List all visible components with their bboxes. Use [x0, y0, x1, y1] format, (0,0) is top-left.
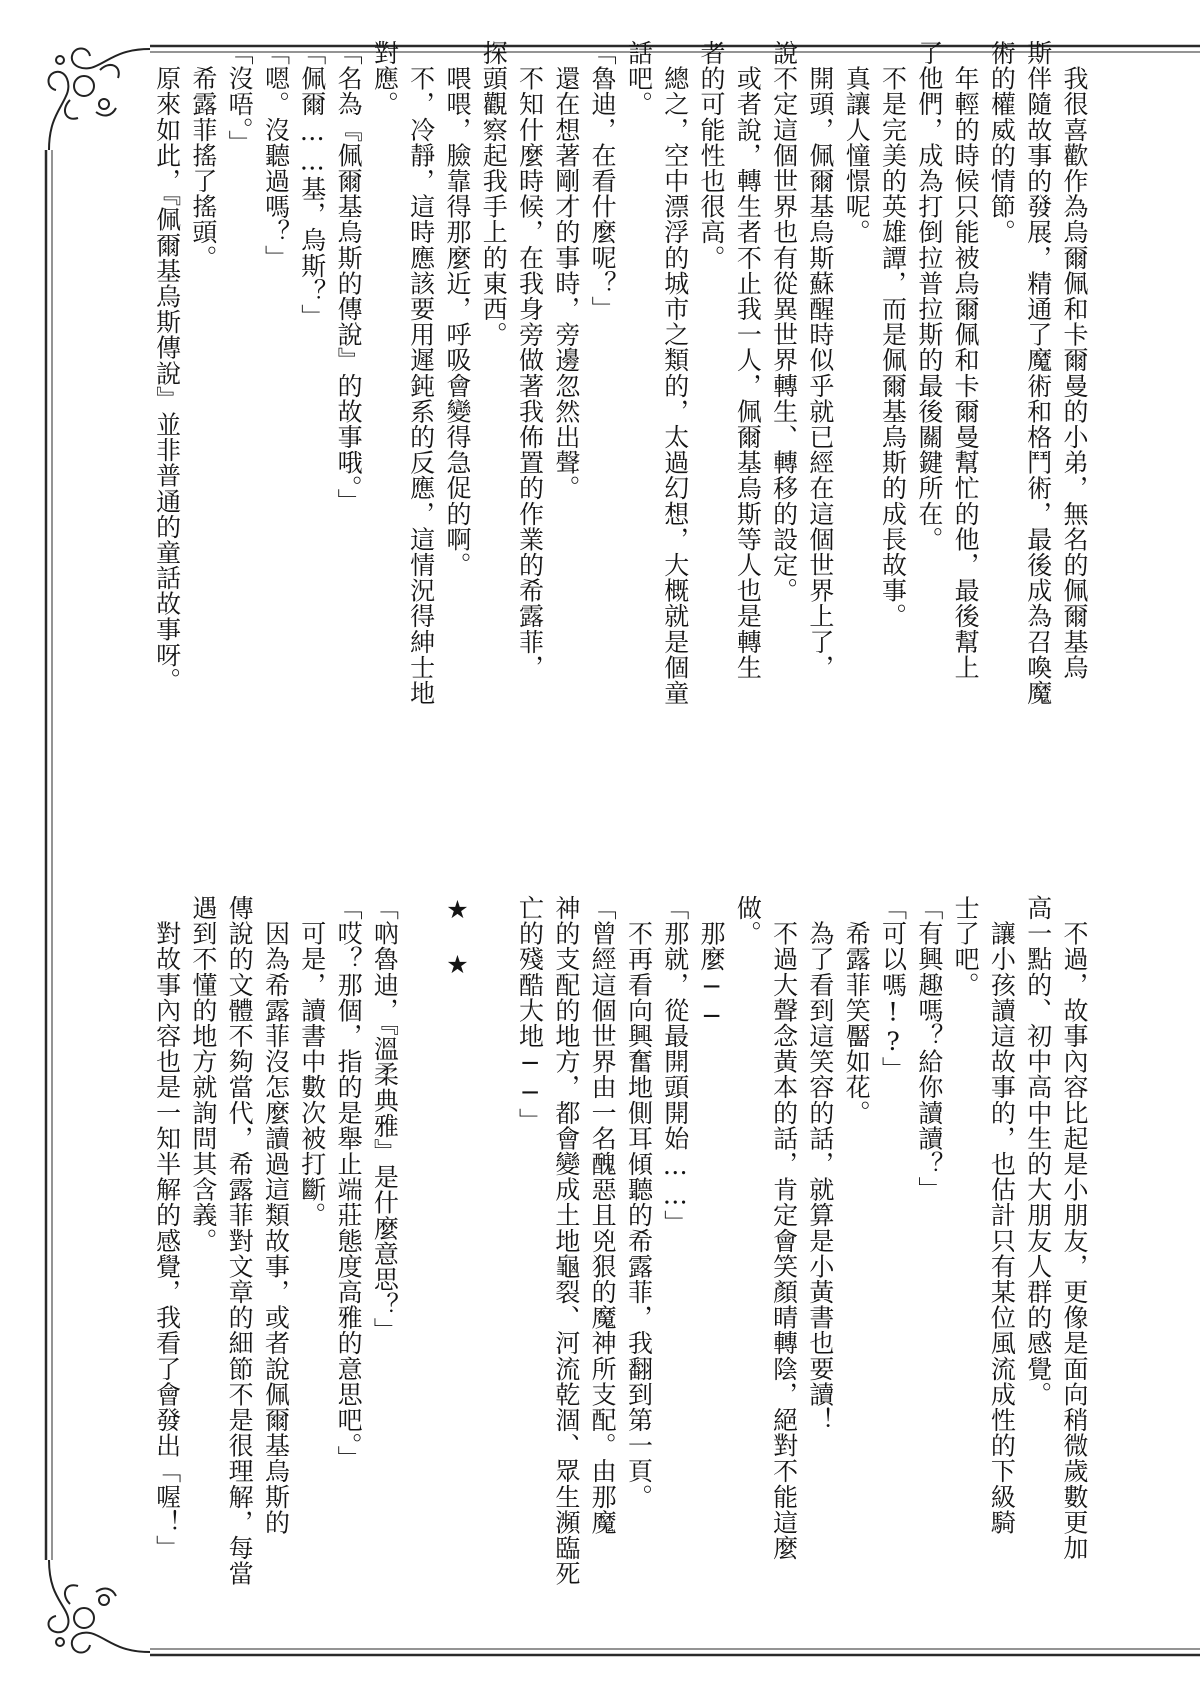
- text-line: 「沒唔。」: [225, 40, 255, 156]
- text-line: 做。: [733, 895, 763, 947]
- text-line: 斯伴隨故事的發展，精通了魔術和格鬥術，最後成為召喚魔: [1023, 40, 1053, 706]
- text-line: 「有興趣嗎？給你讀讀？」: [914, 895, 944, 1203]
- text-line: 說不定這個世界也有從異世界轉生、轉移的設定。: [769, 40, 799, 604]
- upper-text-section: [148, 40, 1092, 840]
- text-line: 亡的殘酷大地──」: [515, 895, 545, 1134]
- text-line: 不是完美的英雄譚，而是佩爾基烏斯的成長故事。: [878, 40, 908, 629]
- text-line: ★ ★: [442, 895, 472, 980]
- text-line: 不過，故事內容比起是小朋友，更像是面向稍微歲數更加: [1060, 895, 1089, 1561]
- text-line: 「名為『佩爾基烏斯的傳說』的故事哦。」: [334, 40, 364, 514]
- text-line: 不知什麼時候，在我身旁做著我佈置的作業的希露菲，: [515, 40, 545, 680]
- lower-text-section: [148, 895, 1092, 1587]
- text-line: 那麼──: [697, 895, 727, 1031]
- text-line: 喂喂，臉靠得那麼近，呼吸會變得急促的啊。: [442, 40, 472, 578]
- text-line: 士了吧。: [951, 895, 981, 998]
- text-line: 神的支配的地方，都會變成土地龜裂、河流乾涸、眾生瀕臨死: [551, 895, 581, 1587]
- text-line: 原來如此，『佩爾基烏斯傳說』並非普通的童話故事呀。: [152, 40, 182, 694]
- text-line: 話吧。: [624, 40, 654, 117]
- text-line: 不再看向興奮地側耳傾聽的希露菲，我翻到第一頁。: [624, 895, 654, 1510]
- text-line: 「可以嗎!?」: [878, 895, 908, 1083]
- text-line: 高一點的、初中高中生的大朋友人群的感覺。: [1023, 895, 1053, 1407]
- corner-ornament-bottom-left-icon: [49, 1560, 151, 1653]
- text-line: 者的可能性也很高。: [697, 40, 727, 271]
- text-line: 讓小孩讀這故事的，也估計只有某位風流成性的下級騎: [987, 895, 1017, 1535]
- text-line: 「嗯。沒聽過嗎？」: [261, 40, 291, 271]
- text-line: 「佩爾……基，烏斯？」: [297, 40, 327, 330]
- text-line: 總之，空中漂浮的城市之類的，太過幻想，大概就是個童: [660, 40, 690, 706]
- text-line: 了他們，成為打倒拉普拉斯的最後關鍵所在。: [914, 40, 944, 552]
- text-line: 探頭觀察起我手上的東西。: [479, 40, 509, 348]
- text-line: 「那就，從最開頭開始……」: [660, 895, 690, 1236]
- text-line: 開頭，佩爾基烏斯蘇醒時似乎就已經在這個世界上了，: [805, 40, 835, 680]
- text-line: 或者說，轉生者不止我一人，佩爾基烏斯等人也是轉生: [733, 40, 763, 680]
- text-line: 「曾經這個世界由一名醜惡且兇狠的魔神所支配。由那魔: [588, 895, 618, 1535]
- text-line: 不過大聲念黃本的話，肯定會笑顏晴轉陰，絕對不能這麼: [769, 895, 799, 1561]
- text-line: 可是，讀書中數次被打斷。: [297, 895, 327, 1228]
- text-line: 希露菲搖了搖頭。: [188, 40, 218, 271]
- text-line: 「吶魯迪，『溫柔典雅』是什麼意思？」: [370, 895, 400, 1344]
- text-line: 術的權威的情節。: [987, 40, 1017, 245]
- text-line: 還在想著剛才的事時，旁邊忽然出聲。: [551, 40, 581, 501]
- text-line: 我很喜歡作為烏爾佩和卡爾曼的小弟，無名的佩爾基烏: [1060, 40, 1089, 680]
- text-line: 遇到不懂的地方就詢問其含義。: [188, 895, 218, 1254]
- text-line: 「魯迪，在看什麼呢？」: [588, 40, 618, 322]
- text-line: 希露菲笑靨如花。: [842, 895, 872, 1126]
- text-line: 「哎？那個，指的是舉止端莊態度高雅的意思吧。」: [334, 895, 364, 1472]
- text-line: 對應。: [370, 40, 400, 117]
- corner-ornament-top-left-icon: [49, 49, 151, 151]
- text-line: 因為希露菲沒怎麼讀過這類故事，或者說佩爾基烏斯的: [261, 895, 291, 1535]
- text-line: 不，冷靜，這時應該要用遲鈍系的反應，這情況得紳士地: [406, 40, 436, 706]
- text-line: 對故事內容也是一知半解的感覺，我看了會發出「喔！」: [152, 895, 182, 1561]
- text-line: 傳說的文體不夠當代，希露菲對文章的細節不是很理解，每當: [225, 895, 255, 1587]
- text-line: 年輕的時候只能被烏爾佩和卡爾曼幫忙的他，最後幫上: [951, 40, 981, 680]
- text-line: 為了看到這笑容的話，就算是小黃書也要讀！: [805, 895, 835, 1433]
- text-line: 真讓人憧憬呢。: [842, 40, 872, 245]
